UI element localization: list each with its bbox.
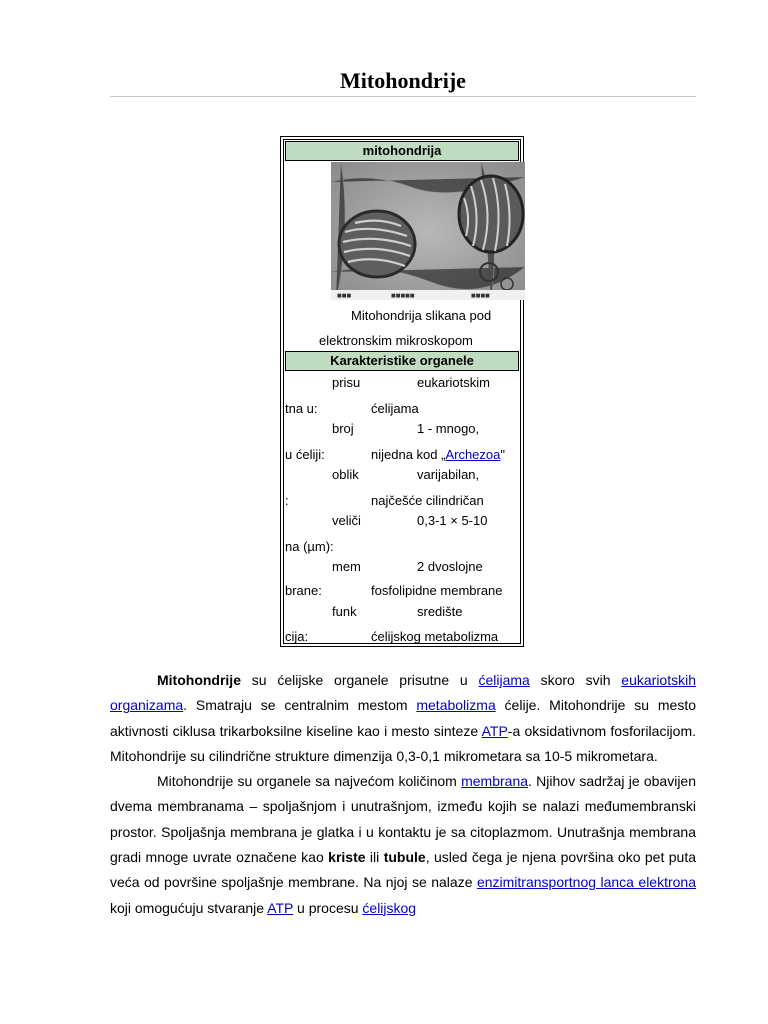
paragraph-1 <box>110 668 696 769</box>
row-value: varijabilan, <box>417 467 480 482</box>
svg-text:■■■: ■■■ <box>337 293 352 299</box>
link-transportnog-lanca-elektrona[interactable]: transportnog lanca elektrona <box>517 874 696 891</box>
row-value: ćelijskog metabolizma <box>371 629 499 644</box>
text: skoro svih <box>529 672 622 688</box>
paragraph-2 <box>110 769 696 921</box>
text: su ćelijske organele prisutne u <box>241 672 479 688</box>
link-atp[interactable]: ATP <box>267 899 294 916</box>
text: u procesu <box>293 899 363 916</box>
row-label: veliči <box>332 513 361 528</box>
link-celijskog[interactable]: ćelijskog <box>362 899 417 916</box>
row-label: broj <box>332 421 354 436</box>
bold-term: Mitohondrije <box>157 672 241 688</box>
row-value-text: nijedna kod „ <box>371 447 446 462</box>
image-caption-line1: Mitohondrija slikana pod <box>351 308 492 323</box>
text: ćelije. Mitohondrije su mesto aktivnosti ciklusa trikarboksilne kiseline kao i mesto sinteze <box>110 697 697 739</box>
link-membrana[interactable]: membrana <box>461 773 529 790</box>
link-eukariotskih-organizama[interactable]: eukariotskih organizama <box>110 672 696 714</box>
text: . Smatraju se centralnim mestom <box>183 697 417 714</box>
row-label: oblik <box>332 467 359 482</box>
row-label: brane: <box>285 583 322 598</box>
infobox-header: mitohondrija <box>285 141 519 161</box>
row-value: 0,3-1 × 5-10 <box>417 513 488 528</box>
page-title: Mitohondrije <box>340 68 466 93</box>
bold-term: tubule <box>383 849 426 866</box>
row-label: funk <box>332 604 357 619</box>
row-label: na (µm): <box>285 539 334 554</box>
link-atp[interactable]: ATP <box>481 722 508 739</box>
text: . Njihov sadržaj je obavijen dvema membranama – spoljašnjom i unutrašnjom, između kojih se nalazi međumembranski prostor. Spoljašnja membrana je glatka i u kontaktu je sa citoplazmom. Unutrašnja membrana gradi mnoge uvrate označene kao <box>110 773 697 866</box>
row-label: prisu <box>332 375 361 390</box>
row-label: u ćeliji: <box>285 447 325 462</box>
text: -a oksidativnom fosforilacijom. Mitohondrije su cilindrične strukture dimenzija 0,3-0,1 mikrometara sa 10-5 mikrometara. <box>110 722 696 764</box>
link-metabolizma[interactable]: metabolizma <box>416 697 496 714</box>
image-caption-line2: elektronskim mikroskopom <box>319 333 473 348</box>
row-label: : <box>285 493 289 508</box>
text: , usled čega je njena površina oko pet puta veća od površine spoljašnje membrane. Na njoj se nalaze <box>110 849 696 891</box>
svg-text:■■■■■: ■■■■■ <box>391 293 415 299</box>
row-label: mem <box>332 559 361 574</box>
characteristics-header: Karakteristike organele <box>285 351 519 371</box>
archezoa-link[interactable]: Archezoa <box>445 447 501 462</box>
row-label: cija: <box>285 629 309 644</box>
infobox-inner <box>283 139 521 644</box>
row-value: 1 - mnogo, <box>417 421 480 436</box>
row-value: najčešće cilindričan <box>371 493 484 508</box>
row-value: fosfolipidne membrane <box>371 583 503 598</box>
row-value: središte <box>417 604 463 619</box>
row-value-text: " <box>500 447 505 462</box>
row-value: ćelijama <box>371 401 419 416</box>
bold-term: kriste <box>328 849 366 866</box>
link-celijama[interactable]: ćelijama <box>478 672 530 688</box>
text: Mitohondrije su organele sa najvećom količinom <box>157 773 462 790</box>
article-body <box>110 668 696 921</box>
title-rule <box>110 96 696 97</box>
mitochondrion-micrograph[interactable] <box>331 162 525 300</box>
svg-text:■■■■: ■■■■ <box>471 293 490 299</box>
row-label: tna u: <box>285 401 318 416</box>
infobox <box>280 136 524 647</box>
text: ili <box>365 849 384 866</box>
row-value: eukariotskim <box>417 375 490 390</box>
text: koji omogućuju stvaranje <box>110 899 268 916</box>
row-value <box>371 447 505 462</box>
row-value: 2 dvoslojne <box>417 559 483 574</box>
link-enzimi[interactable]: enzimi <box>476 874 518 891</box>
